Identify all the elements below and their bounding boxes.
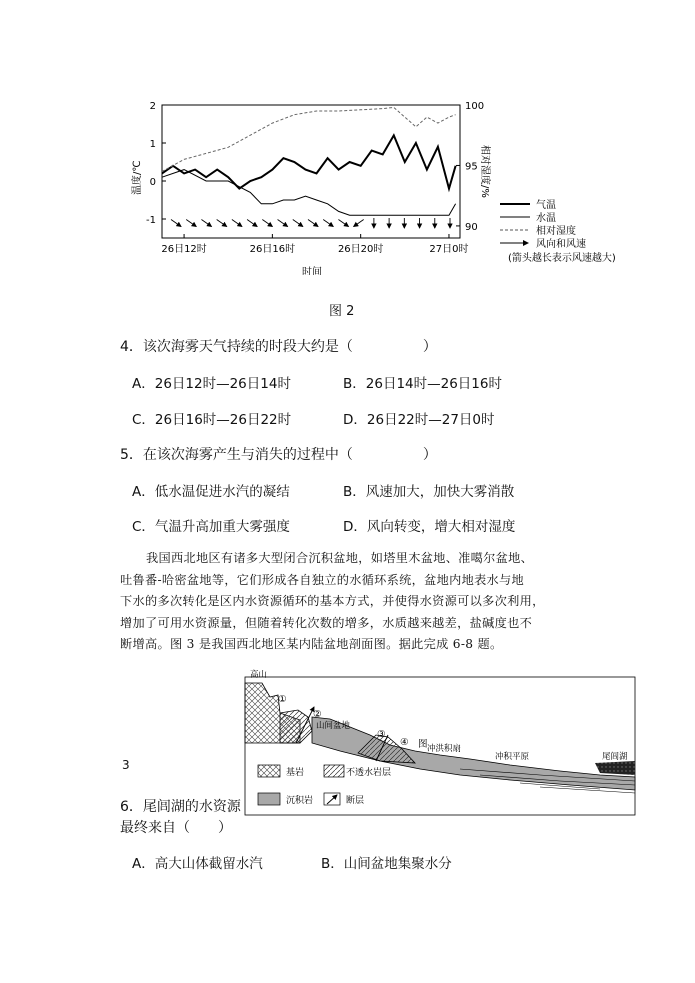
left-y-ticks [146,101,166,226]
legend-bedrock: 基岩 [286,768,305,778]
wind-arrow [323,220,333,227]
q5-stem: 5．在该次海雾产生与消失的过程中（ ） [120,447,437,463]
series-相对湿度 [162,107,456,171]
wind-arrow [217,220,227,227]
y-right-tick-label: 100 [465,101,485,112]
q6-stem-line-1: 6．尾闾湖的水资源 [120,799,241,815]
passage [120,548,590,656]
y-left-tick-label: -1 [146,215,156,226]
fig3-side-number: 3 [122,758,130,772]
y-left-tick-label: 0 [149,177,156,188]
legend-impermeable-swatch [324,765,344,777]
legend-fault: 断层 [346,796,365,806]
x-tick-label: 26日20时 [337,244,384,255]
y-right-tick-label: 95 [465,161,478,173]
q5-option-c[interactable]: C．气温升高加重大雾强度 [132,519,290,535]
wind-arrow [247,220,257,227]
passage-line-1: 我国西北地区有诸多大型闭合沉积盆地，如塔里木盆地、准噶尔盆地、 [146,551,534,565]
q4-option-a[interactable]: A．26日12时—26日14时 [132,376,291,392]
figure-3-profile [240,665,640,817]
q4-option-c[interactable]: C．26日16时—26日22时 [132,412,292,428]
x-label: 时间 [302,267,322,275]
legend-wind: 风向和风速 [536,239,586,250]
label-n2: ② [313,709,322,720]
wind-arrow [171,220,181,227]
y-right-tick-label: 90 [465,221,478,233]
legend-water-temp: 水温 [536,213,556,224]
series-layer [162,107,456,215]
wind-arrow [308,220,318,227]
q5-option-a[interactable]: A．低水温促进水汽的凝结 [132,484,290,500]
figure-2-chart [130,95,670,275]
wind-arrow [354,220,364,227]
passage-line-5: 断增高。图 3 是我国西北地区某内陆盆地剖面图。据此完成 6-8 题。 [120,637,503,651]
q5-option-b[interactable]: B．风速加大，加快大雾消散 [343,484,515,500]
q4-option-b[interactable]: B．26日14时—26日16时 [343,376,502,392]
q6-stem-line-2: 最终来自（ ） [120,820,232,836]
terminal-lake [595,761,635,775]
legend-wind-note: (箭头越长表示风速越大) [508,253,616,264]
q4-option-d[interactable]: D．26日22时—27日0时 [343,412,495,428]
y-left-tick-label: 1 [149,139,156,150]
x-ticks [161,234,468,255]
wind-arrow [262,220,272,227]
legend-impermeable: 不透水岩层 [346,768,392,778]
legend-humidity: 相对湿度 [536,226,576,237]
chart-legend [500,199,616,264]
label-n4: ④ [400,737,409,748]
fig3-legend [258,765,391,806]
legend-sedimentary: 沉积岩 [286,796,314,806]
passage-line-4: 增加了可用水资源量，但随着转化次数的增多，水质越来越差，盐碱度也不 [120,615,533,630]
q5-option-d[interactable]: D．风向转变，增大相对湿度 [343,519,516,535]
legend-sedimentary-swatch [258,793,280,805]
wind-arrow [293,220,303,227]
y-right-label: 相对湿度/% [479,145,490,198]
wind-arrows [171,218,450,228]
x-tick-label: 26日12时 [161,244,207,255]
label-mountain: 高山 [250,670,268,680]
figure-2-caption: 图 2 [329,304,355,319]
label-basin: 山间盆地 [316,721,351,731]
y-left-label: 温度/℃ [132,160,143,195]
label-plain: 冲积平原 [495,752,530,762]
legend-bedrock-swatch [258,765,280,777]
wind-arrow [186,220,196,227]
label-n1: ① [278,694,287,705]
q6-option-a[interactable]: A．高大山体截留水汽 [132,856,263,872]
passage-line-3: 下水的多次转化是区内水资源循环的基本方式，并使得水资源可以多次利用， [120,594,545,608]
x-tick-label: 26日16时 [249,244,296,255]
q6-option-b[interactable]: B．山间盆地集聚水分 [321,856,452,872]
label-fan: 冲洪积扇 [427,744,462,754]
y-left-tick-label: 2 [149,101,156,112]
q4-stem: 4．该次海雾天气持续的时段大约是（ ） [120,339,437,355]
impermeable-layer-1 [280,710,312,743]
x-tick-label: 27日0时 [429,244,469,255]
label-fig: 图 [418,739,428,750]
passage-line-2: 吐鲁番-哈密盆地等，它们形成各自独立的水循环系统，盆地内地表水与地 [120,572,525,587]
wind-arrow [201,220,211,227]
label-lake: 尾闾湖 [602,752,628,762]
wind-arrow [278,220,288,227]
wind-arrow [338,220,348,227]
wind-arrow [232,220,242,227]
legend-air-temp: 气温 [536,200,556,211]
label-n3: ③ [377,729,386,740]
